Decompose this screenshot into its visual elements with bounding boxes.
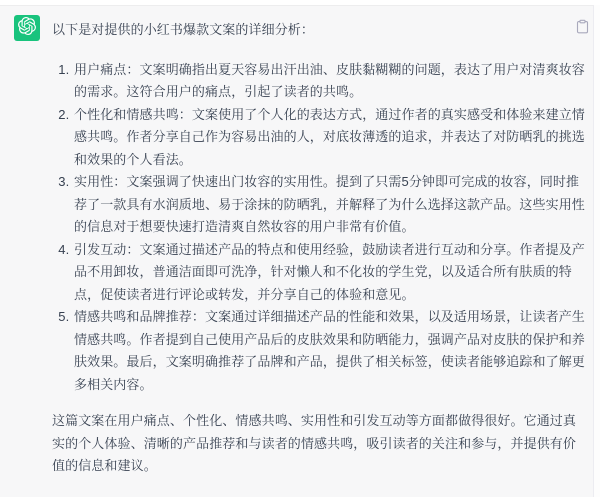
message-conclusion: 这篇文案在用户痛点、个性化、情感共鸣、实用性和引发互动等方面都做得很好。它通过真实的个人体验、清晰的产品推荐和与读者的情感共鸣，吸引读者的关注和参与，并提供有价值的信息和建议。 — [52, 413, 577, 473]
analysis-list — [52, 59, 586, 397]
list-item: 5. 情感共鸣和品牌推荐：文案通过详细描述产品的性能和效果，以及适用场景，让读者产生情感共鸣。作者提到自己使用产品后的皮肤效果和防晒能力，强调产品对皮肤的保护和养肤效果。最后，文案明确推荐了品牌和产品，提供了相关标签，使读者能够追踪和了解更多相关内容。 — [73, 306, 586, 396]
clipboard-icon — [575, 18, 591, 35]
message-intro: 以下是对提供的小红书爆款文案的详细分析： — [52, 22, 315, 37]
list-item: 1. 用户痛点：文案明确指出夏天容易出汗出油、皮肤黏糊糊的问题，表达了用户对清爽妆容的需求。这符合用户的痛点，引起了读者的共鸣。 — [73, 59, 586, 104]
list-item: 2. 个性化和情感共鸣：文案使用了个人化的表达方式，通过作者的真实感受和体验来建立情感共鸣。作者分享自己作为容易出油的人，对底妆薄透的追求，并表达了对防晒乳的挑选和效果的个人看法。 — [73, 104, 586, 172]
scrollbar-gutter[interactable] — [593, 5, 600, 497]
message-content — [52, 19, 586, 478]
assistant-message — [0, 5, 593, 497]
list-item: 4. 引发互动：文案通过描述产品的特点和使用经验，鼓励读者进行互动和分享。作者提及产品不用卸妆，普通洁面即可洗净，针对懒人和不化妆的学生党，以及适合所有肤质的特点，促使读者进行评论或转发，并分享自己的体验和意见。 — [73, 239, 586, 307]
openai-logo-icon — [18, 17, 36, 40]
copy-button[interactable] — [575, 17, 591, 35]
list-item: 3. 实用性：文案强调了快速出门妆容的实用性。提到了只需5分钟即可完成的妆容，同时推荐了一款具有水润质地、易于涂抹的防晒乳，并解释了为什么选择这款产品。这些实用性的信息对于想要快速打造清爽自然妆容的用户非常有价值。 — [73, 171, 586, 239]
chatgpt-avatar — [14, 15, 40, 41]
